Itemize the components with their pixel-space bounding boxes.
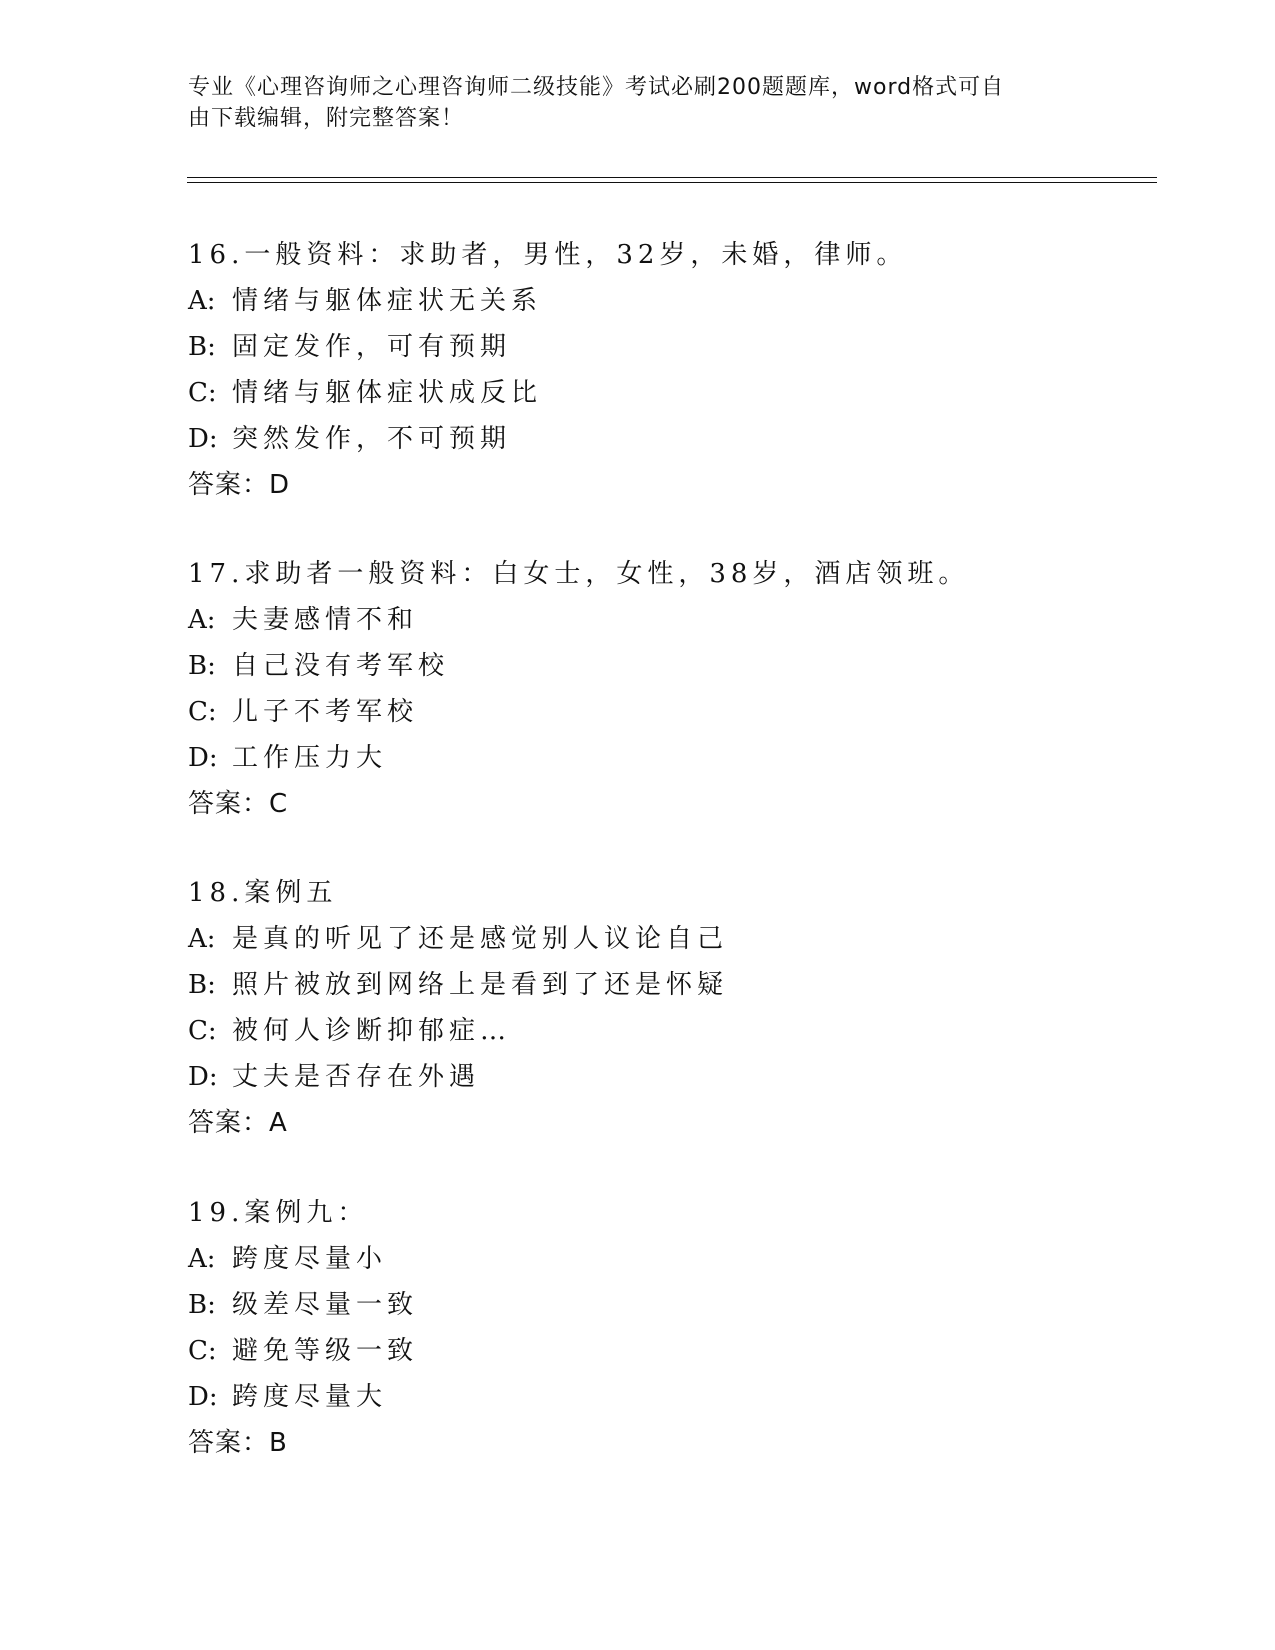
option-c [188, 370, 1148, 416]
option-text: 工作压力大 [232, 743, 388, 773]
option-d [188, 1374, 1148, 1420]
option-key: B: [188, 332, 216, 362]
option-text: 是真的听见了还是感觉别人议论自己 [232, 924, 729, 954]
option-key: A: [188, 924, 216, 954]
option-c [188, 1008, 1148, 1054]
option-key: B: [188, 1290, 216, 1320]
option-text: 固定发作，可有预期 [232, 332, 512, 362]
option-key: C: [188, 1016, 217, 1046]
header-divider-bottom [187, 182, 1157, 183]
answer: 答案：D [188, 470, 291, 500]
option-d [188, 735, 1148, 781]
option-b [188, 962, 1148, 1008]
option-a [188, 916, 1148, 962]
document-header [188, 72, 1088, 134]
option-d [188, 416, 1148, 462]
question-19 [188, 1190, 1148, 1466]
question-17 [188, 551, 1148, 827]
option-a [188, 1236, 1148, 1282]
answer: 答案：C [188, 789, 289, 819]
option-key: A: [188, 1244, 216, 1274]
option-text: 突然发作，不可预期 [232, 424, 512, 454]
question-stem: 19.案例九： [188, 1198, 369, 1228]
question-stem: 16.一般资料：求助者，男性，32岁，未婚，律师。 [188, 240, 908, 270]
option-b [188, 643, 1148, 689]
option-text: 跨度尽量大 [232, 1382, 388, 1412]
answer: 答案：A [188, 1108, 288, 1138]
option-key: D: [188, 743, 218, 773]
option-text: 跨度尽量小 [232, 1244, 388, 1274]
option-text: 夫妻感情不和 [232, 605, 419, 635]
header-divider-top [187, 177, 1157, 178]
header-line-1: 专业《心理咨询师之心理咨询师二级技能》考试必刷200题题库，word格式可自 [188, 75, 1005, 100]
option-key: A: [188, 286, 216, 316]
question-stem: 18.案例五 [188, 878, 338, 908]
option-text: 被何人诊断抑郁症… [232, 1016, 512, 1046]
option-text: 自己没有考军校 [232, 651, 450, 681]
option-key: D: [188, 424, 218, 454]
option-key: C: [188, 697, 217, 727]
option-key: C: [188, 378, 217, 408]
option-text: 照片被放到网络上是看到了还是怀疑 [232, 970, 729, 1000]
header-line-2: 由下载编辑，附完整答案！ [188, 106, 465, 131]
option-key: D: [188, 1382, 218, 1412]
option-c [188, 689, 1148, 735]
option-a [188, 597, 1148, 643]
option-key: B: [188, 970, 216, 1000]
option-text: 级差尽量一致 [232, 1290, 419, 1320]
option-b [188, 324, 1148, 370]
question-18 [188, 870, 1148, 1146]
answer: 答案：B [188, 1428, 288, 1458]
option-text: 避免等级一致 [232, 1336, 419, 1366]
question-16 [188, 232, 1148, 508]
option-b [188, 1282, 1148, 1328]
option-d [188, 1054, 1148, 1100]
option-key: D: [188, 1062, 218, 1092]
option-key: C: [188, 1336, 217, 1366]
option-c [188, 1328, 1148, 1374]
option-text: 情绪与躯体症状成反比 [232, 378, 543, 408]
option-text: 情绪与躯体症状无关系 [232, 286, 543, 316]
option-a [188, 278, 1148, 324]
option-text: 丈夫是否存在外遇 [232, 1062, 481, 1092]
option-key: B: [188, 651, 216, 681]
option-text: 儿子不考军校 [232, 697, 419, 727]
option-key: A: [188, 605, 216, 635]
question-stem: 17.求助者一般资料：白女士，女性，38岁，酒店领班。 [188, 559, 970, 589]
